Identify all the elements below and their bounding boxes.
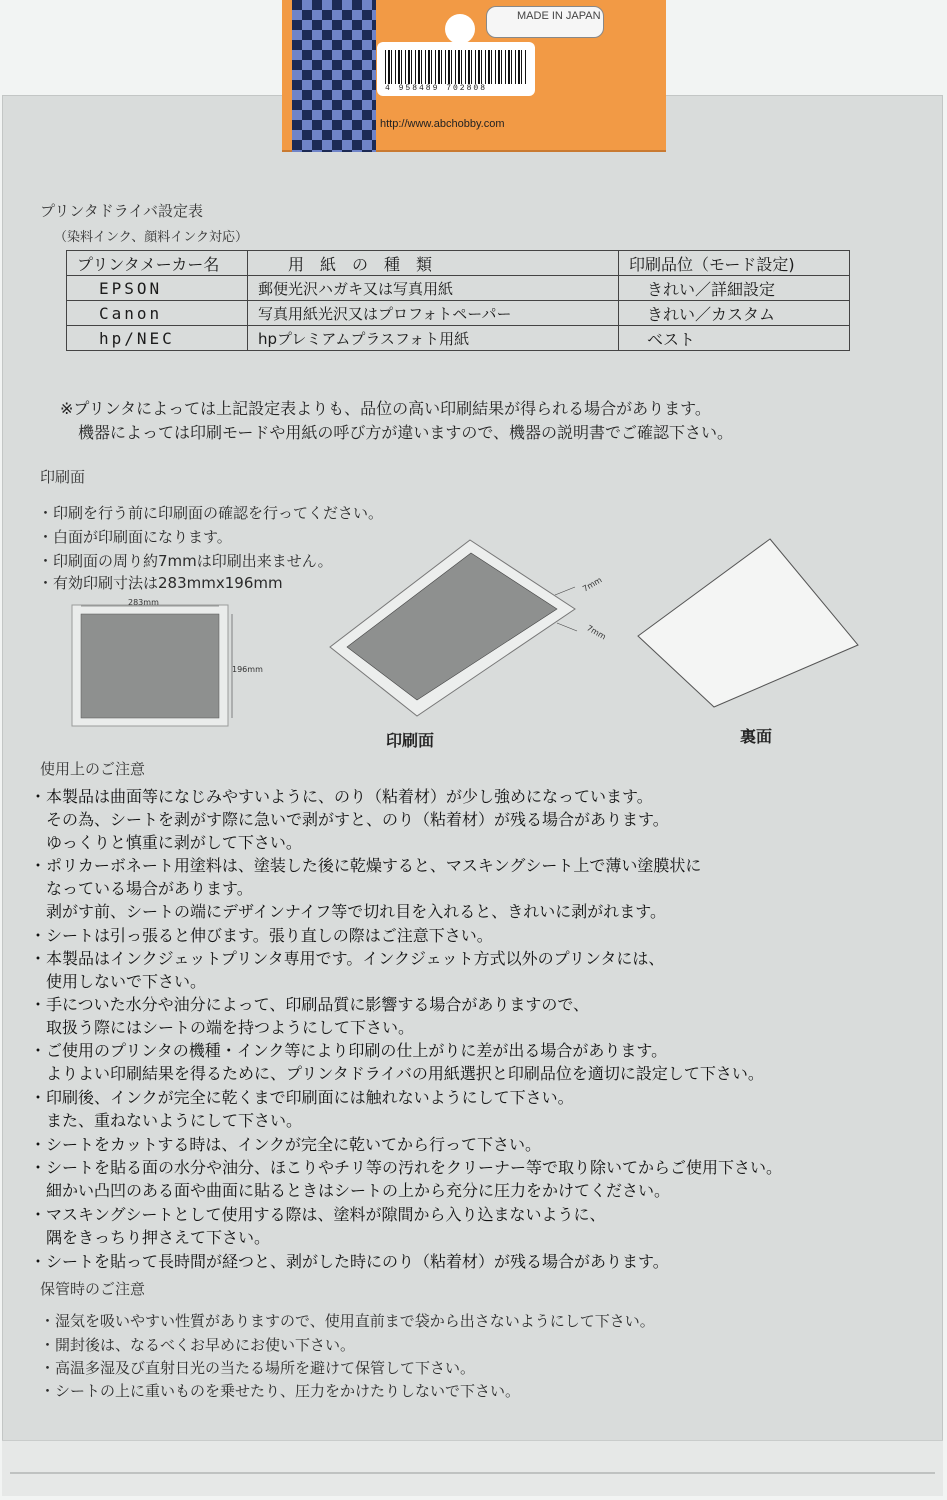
- table-cell: hpプレミアムプラスフォト用紙: [248, 326, 619, 351]
- usage-line: ・手についた水分や油分によって、印刷品質に影響する場合がありますので、: [30, 995, 590, 1014]
- usage-line: ・印刷後、インクが完全に乾くまで印刷面には触れないようにして下さい。: [30, 1088, 574, 1107]
- margin-label: 7mm: [585, 623, 608, 642]
- back-caption: 裏面: [740, 727, 773, 746]
- settings-title: プリンタドライバ設定表: [40, 202, 204, 220]
- storage-line: ・湿気を吸いやすい性質がありますので、使用直前まで袋から出さないようにして下さい。: [40, 1312, 655, 1330]
- usage-heading: 使用上のご注意: [40, 760, 146, 778]
- storage-line: ・シートの上に重いものを乗せたり、圧力をかけたりしないで下さい。: [40, 1382, 521, 1400]
- settings-table: [66, 250, 850, 351]
- usage-line: 細かい凸凹のある面や曲面に貼るときはシートの上から充分に圧力をかけてください。: [46, 1181, 671, 1200]
- storage-heading: 保管時のご注意: [40, 1280, 146, 1298]
- settings-note: ※プリンタによっては上記設定表よりも、品位の高い印刷結果が得られる場合があります。: [60, 399, 711, 418]
- usage-line: よりよい印刷結果を得るために、プリンタドライバの用紙選択と印刷品位を適切に設定して下さい。: [46, 1064, 764, 1083]
- width-dimension: 283mm: [128, 598, 159, 607]
- usage-line: なっている場合があります。: [46, 879, 253, 898]
- usage-line: 隅をきっちり押さえて下さい。: [46, 1228, 271, 1247]
- table-cell: きれい／カスタム: [619, 301, 850, 326]
- bag-bottom-seal: [2, 1440, 943, 1496]
- usage-line: ・ご使用のプリンタの機種・インク等により印刷の仕上がりに差が出る場合があります。: [30, 1041, 668, 1060]
- usage-line: ・本製品はインクジェットプリンタ専用です。インクジェット方式以外のプリンタには、: [30, 949, 665, 968]
- settings-subtitle: （染料インク、顔料インク対応）: [54, 230, 248, 245]
- column-header: 用 紙 の 種 類: [248, 251, 619, 276]
- usage-line: ・シートを貼る面の水分や油分、ほこりやチリ等の汚れをクリーナー等で取り除いてからご使用下さい。: [30, 1158, 783, 1177]
- checker-pattern: [292, 0, 376, 152]
- made-in-label: MADE IN JAPAN: [486, 6, 604, 38]
- print-face-item: ・有効印刷寸法は283mmx196mm: [38, 574, 283, 592]
- usage-line: 取扱う際にはシートの端を持つようにして下さい。: [46, 1018, 415, 1037]
- hang-hole: [445, 14, 475, 44]
- barcode: [377, 42, 535, 96]
- barcode-number: 4 958489 702808: [385, 84, 488, 93]
- settings-note: 機器によっては印刷モードや用紙の呼び方が違いますので、機器の説明書でご確認下さい。: [78, 423, 734, 442]
- print-face-item: ・印刷を行う前に印刷面の確認を行ってください。: [38, 504, 384, 522]
- usage-line: ・シートを貼って長時間が経つと、剥がした時にのり（粘着材）が残る場合があります。: [30, 1252, 669, 1271]
- usage-line: また、重ねないようにして下さい。: [46, 1111, 303, 1130]
- height-dimension: 196mm: [232, 665, 263, 674]
- table-cell: 写真用紙光沢又はプロフォトペーパー: [248, 301, 619, 326]
- usage-line: 使用しないで下さい。: [46, 972, 207, 991]
- table-cell: EPSON: [67, 276, 248, 301]
- table-header-row: [67, 251, 850, 276]
- header-card: [282, 0, 666, 152]
- usage-line: ・本製品は曲面等になじみやすいように、のり（粘着材）が少し強めになっています。: [30, 787, 653, 806]
- usage-line: ・シートをカットする時は、インクが完全に乾いてから行って下さい。: [30, 1135, 542, 1154]
- table-cell: hp/NEC: [67, 326, 248, 351]
- print-face-item: ・白面が印刷面になります。: [38, 528, 232, 546]
- column-header: プリンタメーカー名: [67, 251, 248, 276]
- front-caption: 印刷面: [386, 731, 435, 750]
- usage-line: 剥がす前、シートの端にデザインナイフ等で切れ目を入れると、きれいに剥がれます。: [46, 902, 667, 921]
- column-header: 印刷品位（モード設定): [619, 251, 850, 276]
- table-row: [67, 276, 850, 301]
- usage-line: ゆっくりと慎重に剥がして下さい。: [46, 833, 302, 852]
- storage-line: ・開封後は、なるべくお早めにお使い下さい。: [40, 1336, 356, 1354]
- print-face-sheet-diagram: [325, 535, 585, 725]
- back-side-sheet-diagram: [630, 535, 870, 715]
- table-cell: ベスト: [619, 326, 850, 351]
- barcode-bars: [385, 50, 527, 84]
- usage-line: ・マスキングシートとして使用する際は、塗料が隙間から入り込まないように、: [30, 1205, 606, 1224]
- storage-line: ・高温多湿及び直射日光の当たる場所を避けて保管して下さい。: [40, 1359, 476, 1377]
- table-row: [67, 301, 850, 326]
- table-cell: Canon: [67, 301, 248, 326]
- table-row: [67, 326, 850, 351]
- usage-line: ・シートは引っ張ると伸びます。張り直しの際はご注意下さい。: [30, 926, 493, 945]
- usage-line: その為、シートを剥がす際に急いで剥がすと、のり（粘着材）が残る場合があります。: [46, 810, 669, 829]
- dimension-diagram: [60, 590, 260, 730]
- usage-line: ・ポリカーボネート用塗料は、塗装した後に乾燥すると、マスキングシート上で薄い塗膜状に: [30, 856, 702, 875]
- table-cell: 郵便光沢ハガキ又は写真用紙: [248, 276, 619, 301]
- print-face-item: ・印刷面の周り約7mmは印刷出来ません。: [38, 552, 333, 570]
- website-url: http://www.abchobby.com: [380, 118, 505, 130]
- margin-label: 7mm: [581, 575, 604, 594]
- print-face-heading: 印刷面: [40, 468, 86, 486]
- bag-edge-line: [10, 1472, 935, 1474]
- table-cell: きれい／詳細設定: [619, 276, 850, 301]
